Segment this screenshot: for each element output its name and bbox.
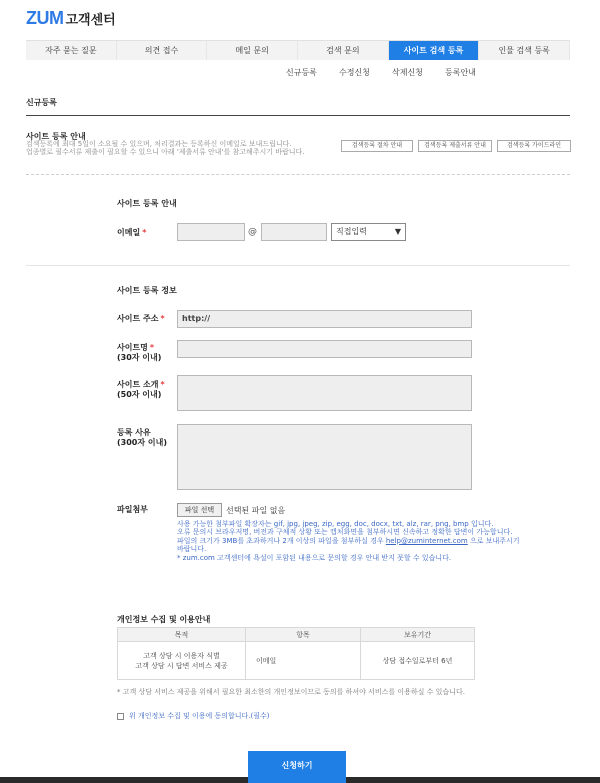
privacy-header-period: 보유기간 bbox=[361, 628, 475, 642]
privacy-purpose-cell: 고객 상담 시 이용자 식별 고객 상담 시 답변 서비스 제공 bbox=[118, 642, 246, 680]
guide-divider bbox=[26, 174, 570, 175]
privacy-agree-checkbox[interactable] bbox=[117, 713, 124, 720]
privacy-header-item: 항목 bbox=[246, 628, 361, 642]
email-domain-input[interactable] bbox=[261, 223, 327, 241]
site-intro-textarea[interactable] bbox=[177, 375, 472, 411]
register-reason-label: 등록 사유 (300자 이내) bbox=[117, 428, 167, 447]
main-nav bbox=[26, 40, 570, 60]
sub-nav-modify[interactable]: 수정신청 bbox=[339, 68, 370, 77]
sub-nav-new[interactable]: 신규등록 bbox=[286, 68, 317, 77]
nav-tab-feedback[interactable]: 의견 접수 bbox=[117, 41, 208, 60]
logo-brand: ZUM bbox=[26, 8, 64, 28]
nav-tab-site-register[interactable]: 사이트 검색 등록 bbox=[389, 41, 480, 60]
logo[interactable] bbox=[26, 8, 116, 29]
sub-nav bbox=[0, 67, 600, 81]
email-domain-select[interactable]: 직접입력 ▼ bbox=[331, 223, 406, 241]
section-divider bbox=[26, 265, 570, 266]
page-title: 신규등록 bbox=[26, 98, 57, 107]
site-url-input[interactable]: http:// bbox=[177, 310, 472, 328]
logo-suffix: 고객센터 bbox=[65, 13, 116, 28]
nav-tab-mail[interactable]: 메일 문의 bbox=[207, 41, 298, 60]
section-contact-title: 사이트 등록 안내 bbox=[117, 199, 177, 208]
file-status: 선택된 파일 없음 bbox=[226, 506, 286, 515]
email-at-sign: @ bbox=[248, 227, 257, 237]
site-intro-label: 사이트 소개 * (50자 이내) bbox=[117, 380, 165, 399]
privacy-agree-label[interactable]: 위 개인정보 수집 및 이용에 동의합니다.(필수) bbox=[129, 712, 270, 720]
site-name-label: 사이트명 * (30자 이내) bbox=[117, 343, 162, 362]
file-attach-label: 파일첨부 bbox=[117, 505, 148, 514]
guide-title: 사이트 등록 안내 bbox=[26, 132, 86, 141]
title-divider bbox=[26, 115, 570, 116]
privacy-period-cell: 상담 접수일로부터 6년 bbox=[361, 642, 475, 680]
privacy-table bbox=[117, 627, 475, 680]
nav-tab-search-inquiry[interactable]: 검색 문의 bbox=[298, 41, 389, 60]
privacy-item-cell: 이메일 bbox=[246, 642, 361, 680]
sub-nav-guide[interactable]: 등록안내 bbox=[445, 68, 476, 77]
nav-tab-faq[interactable]: 자주 묻는 질문 bbox=[26, 41, 117, 60]
guide-documents-button[interactable]: 검색등록 제출서류 안내 bbox=[418, 140, 492, 152]
guide-procedure-button[interactable]: 검색등록 절차 안내 bbox=[341, 140, 413, 152]
privacy-note: * 고객 상담 서비스 제공을 위해서 필요한 최소한의 개인정보이므로 동의를 하셔야 서비스를 이용하실 수 있습니다. bbox=[117, 688, 465, 696]
guide-text: 검색등록에 최대 5일이 소요될 수 있으며, 처리결과는 등록하신 이메일로 보내드립니다. 업종별로 필수서류 제출이 필요할 수 있으니 아래 '제출서류 안내'를 참고해주시기 바랍니다. bbox=[26, 140, 305, 156]
submit-button[interactable]: 신청하기 bbox=[248, 751, 346, 783]
privacy-title: 개인정보 수집 및 이용안내 bbox=[117, 615, 211, 624]
site-url-label: 사이트 주소 * bbox=[117, 314, 165, 323]
table-row bbox=[118, 642, 475, 680]
privacy-header-purpose: 목적 bbox=[118, 628, 246, 642]
file-select-button[interactable]: 파일 선택 bbox=[177, 503, 222, 517]
chevron-down-icon: ▼ bbox=[394, 227, 401, 236]
register-reason-textarea[interactable] bbox=[177, 424, 472, 490]
guide-guideline-button[interactable]: 검색등록 가이드라인 bbox=[497, 140, 571, 152]
nav-tab-person-register[interactable]: 인물 검색 등록 bbox=[479, 41, 570, 60]
site-name-input[interactable] bbox=[177, 340, 472, 358]
file-help-text: 사용 가능한 첨부파일 확장자는 gif, jpg, jpeg, zip, egg, doc, docx, txt, alz, rar, png, bmp 입니다. 오류 문의시 브라우저명, 버전과 구체적 상황 또는 캡처화면을 첨부하시면 신속하고 정확한 답변이 가능합니다. 파일의 크기가 3MB를 초과하거나 2개 이상의 파일을 첨부하실 경우 help@zuminternet.com 으로 보내주시기 바랍니다. * zum.com 고객센터에 욕설이 포함된 내용으로 문의할 경우 안내 받지 못할 수 있습니다. bbox=[177, 520, 520, 562]
sub-nav-delete[interactable]: 삭제신청 bbox=[392, 68, 423, 77]
header bbox=[0, 0, 600, 40]
privacy-agree[interactable] bbox=[117, 711, 270, 721]
email-id-input[interactable] bbox=[177, 223, 245, 241]
section-site-info-title: 사이트 등록 정보 bbox=[117, 286, 177, 295]
email-label: 이메일 * bbox=[117, 228, 147, 237]
help-email-link[interactable]: help@zuminternet.com bbox=[385, 536, 468, 545]
